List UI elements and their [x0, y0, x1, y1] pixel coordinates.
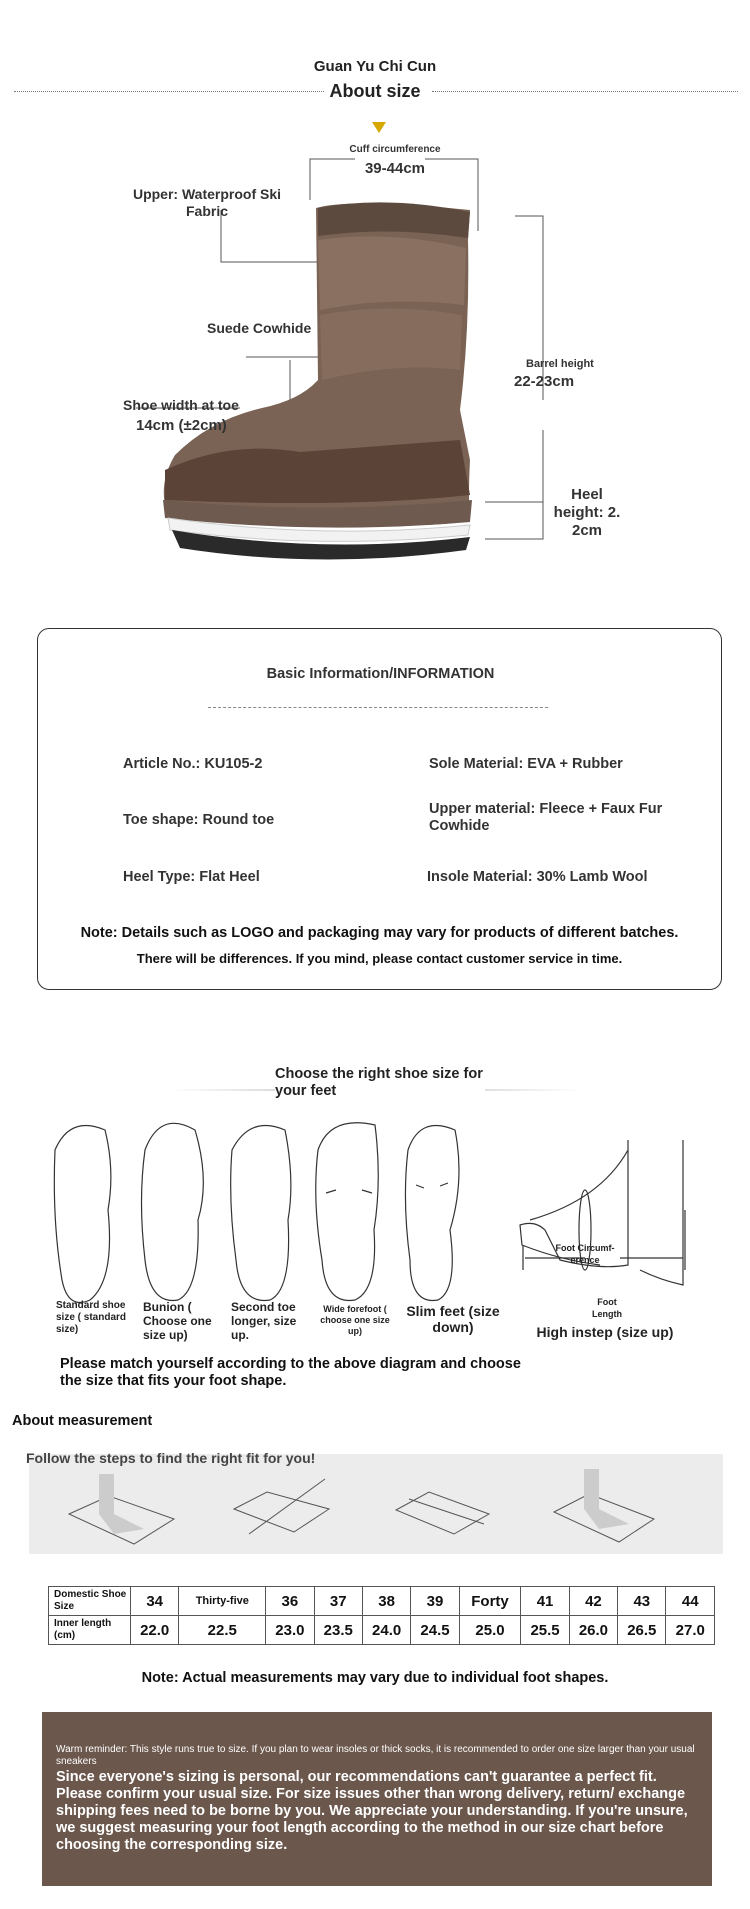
size-table: [48, 1586, 715, 1645]
size-cell: 43: [618, 1587, 666, 1616]
length-cell: 27.0: [666, 1616, 715, 1645]
feet-title: Choose the right shoe size for your feet: [275, 1066, 485, 1100]
measurement-steps-panel: [26, 1450, 723, 1554]
reminder-small: Warm reminder: This style runs true to size. If you plan to wear insoles or thick socks, it is recommended to order one size larger than your usual sneakers: [56, 1744, 695, 1767]
sole-material: Sole Material: EVA + Rubber: [429, 756, 623, 772]
row-label: Domestic Shoe Size: [49, 1587, 131, 1616]
reminder-body: Since everyone's sizing is personal, our recommendations can't guarantee a perfect fit. Please confirm your usual size. For size issues other than wrong delivery, return/ exchange shipping fees need to be borne by you. We appreciate your understanding. If you're unsure, we suggest measuring your foot length according to the method in our size chart before choosing the corresponding size.: [56, 1769, 688, 1853]
measurement-steps-illustration: [29, 1454, 723, 1554]
cuff-label: Cuff circumference: [349, 144, 441, 155]
suede-label: Suede Cowhide: [207, 320, 312, 336]
foot-length-label: Foot Length: [586, 1296, 628, 1320]
brand-title: Guan Yu Chi Cun: [313, 58, 437, 75]
warm-reminder-box: [42, 1712, 712, 1886]
steps-caption: Follow the steps to find the right fit for you!: [26, 1450, 316, 1466]
foot-type-bunion: Bunion ( Choose one size up): [143, 1300, 212, 1342]
length-cell: 26.5: [618, 1616, 666, 1645]
foot-shapes-illustration: [0, 1120, 750, 1305]
length-cell: 22.0: [131, 1616, 179, 1645]
table-row: [49, 1616, 715, 1645]
length-cell: 26.0: [569, 1616, 617, 1645]
basic-info-box: [37, 628, 722, 990]
length-cell: 24.0: [362, 1616, 410, 1645]
row-label: Inner length (cm): [49, 1616, 131, 1645]
size-cell: Forty: [459, 1587, 521, 1616]
divider: [208, 707, 548, 708]
boot-illustration: [0, 0, 750, 600]
length-cell: 24.5: [411, 1616, 459, 1645]
info-note-2: There will be differences. If you mind, please contact customer service in time.: [136, 951, 623, 966]
info-title: Basic Information/INFORMATION: [266, 666, 495, 682]
info-note: Note: Details such as LOGO and packaging may vary for products of different batches.: [80, 925, 679, 941]
width-label: Shoe width at toe: [123, 397, 239, 413]
upper-material: Upper material: Fleece + Faux Fur Cowhide: [429, 801, 663, 834]
foot-type-standard: Standard shoe size ( standard size): [56, 1300, 127, 1335]
measurement-note: Note: Actual measurements may vary due to individual foot shapes.: [141, 1670, 609, 1686]
size-cell: 38: [362, 1587, 410, 1616]
page-title: About size: [329, 81, 421, 101]
width-value: 14cm (±2cm): [136, 417, 227, 434]
measurement-title: About measurement: [12, 1413, 153, 1429]
toe-shape: Toe shape: Round toe: [123, 812, 275, 828]
upper-label: Upper: Waterproof Ski Fabric: [132, 186, 282, 219]
length-cell: 23.5: [314, 1616, 362, 1645]
size-cell: 36: [266, 1587, 314, 1616]
foot-circumference-label: Foot Circumf- erence: [555, 1243, 615, 1265]
heel-height: Heel height: 2. 2cm: [553, 486, 621, 539]
length-cell: 25.0: [459, 1616, 521, 1645]
length-cell: 22.5: [179, 1616, 266, 1645]
high-instep-label: High instep (size up): [536, 1324, 674, 1340]
size-cell: 39: [411, 1587, 459, 1616]
barrel-label: Barrel height: [526, 358, 594, 370]
info-notes: [44, 925, 715, 967]
size-cell: 41: [521, 1587, 569, 1616]
article-no: Article No.: KU105-2: [123, 756, 263, 772]
length-cell: 23.0: [266, 1616, 314, 1645]
length-cell: 25.5: [521, 1616, 569, 1645]
size-cell: 44: [666, 1587, 715, 1616]
heel-type: Heel Type: Flat Heel: [123, 869, 260, 885]
size-cell: 34: [131, 1587, 179, 1616]
table-row: [49, 1587, 715, 1616]
foot-type-wide: Wide forefoot ( choose one size up): [320, 1304, 390, 1336]
size-cell: 37: [314, 1587, 362, 1616]
size-cell: Thirty-five: [179, 1587, 266, 1616]
barrel-value: 22-23cm: [514, 373, 575, 390]
size-cell: 42: [569, 1587, 617, 1616]
foot-type-second-toe: Second toe longer, size up.: [231, 1300, 297, 1342]
foot-type-slim: Slim feet (size down): [406, 1303, 500, 1335]
cuff-value: 39-44cm: [364, 160, 426, 177]
match-instruction: Please match yourself according to the above diagram and choose the size that fits your foot shape.: [60, 1356, 521, 1389]
insole-material: Insole Material: 30% Lamb Wool: [427, 869, 648, 885]
